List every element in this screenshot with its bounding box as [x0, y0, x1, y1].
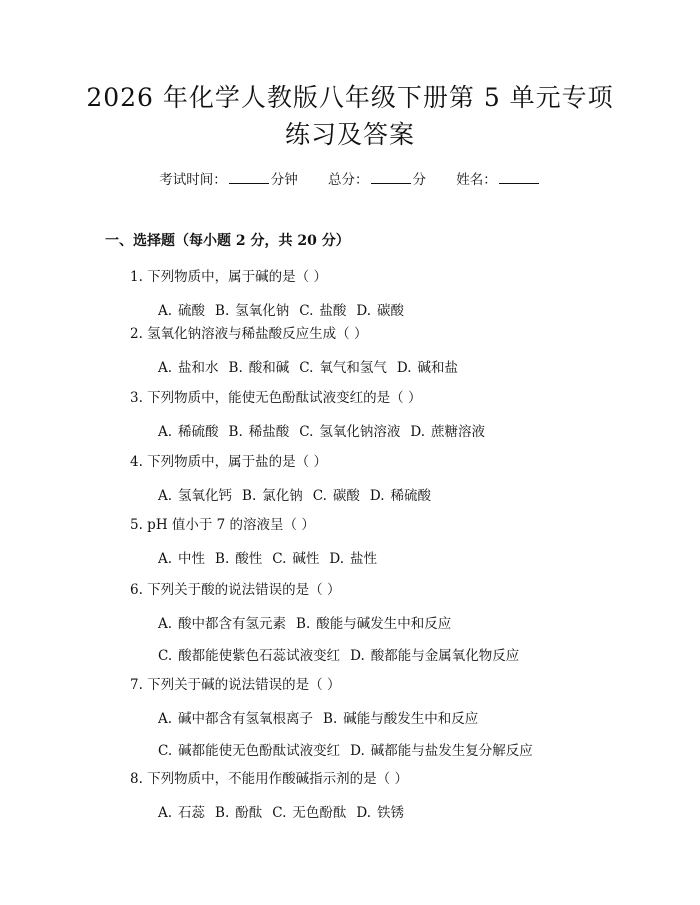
answer-option: [356, 804, 404, 822]
question-stem: 2. 氢氧化钠溶液与稀盐酸反应生成（ ）: [130, 326, 368, 342]
option-text: 稀硫酸: [390, 488, 432, 504]
student-name-blank: [499, 182, 539, 184]
question-stem: 1. 下列物质中，属于碱的是（ ）: [130, 269, 327, 285]
answer-option: [296, 615, 451, 633]
exam-time-label: 考试时间：: [159, 172, 227, 188]
option-letter: D.: [356, 805, 372, 821]
option-letter: B.: [242, 488, 257, 504]
answer-option: [397, 359, 458, 377]
student-name-field: [456, 168, 541, 188]
option-text: 氧气和氢气: [319, 360, 387, 376]
option-text: 碳酸: [377, 303, 405, 319]
question-stem: 6. 下列关于酸的说法错误的是（ ）: [130, 582, 341, 598]
answer-option: [299, 359, 387, 377]
total-score-field: [328, 168, 426, 188]
option-letter: B.: [215, 551, 230, 567]
option-letter: D.: [369, 488, 385, 504]
answer-option: [215, 302, 289, 320]
option-letter: B.: [228, 424, 243, 440]
option-letter: B.: [215, 805, 230, 821]
total-score-blank: [371, 182, 411, 184]
option-letter: A.: [158, 616, 173, 632]
answer-option: [323, 710, 478, 728]
option-letter: D.: [396, 360, 412, 376]
option-text: 碱和盐: [417, 360, 459, 376]
answer-option: [229, 423, 290, 441]
question-options-row: [158, 742, 543, 760]
option-text: 酚酞: [235, 805, 263, 821]
answer-option: [229, 359, 290, 377]
total-score-label: 总分：: [328, 172, 369, 188]
question-stem: 8. 下列物质中，不能用作酸碱指示剂的是（ ）: [130, 771, 408, 787]
option-text: 酸都能使紫色石蕊试液变红: [178, 648, 341, 664]
option-text: 酸能与碱发生中和反应: [316, 616, 452, 632]
option-letter: C.: [299, 424, 314, 440]
page-title-line-2: 练习及答案: [284, 120, 415, 149]
option-text: 氯化钠: [262, 488, 303, 504]
question-options-row: [158, 615, 461, 633]
answer-option: [158, 302, 205, 320]
exam-time-blank: [229, 182, 269, 184]
total-score-unit: 分: [412, 172, 426, 188]
option-letter: D.: [329, 551, 345, 567]
option-text: 氢氧化钠: [235, 303, 290, 319]
option-text: 盐酸: [319, 303, 347, 319]
option-text: 碱都能使无色酚酞试液变红: [178, 743, 341, 759]
option-text: 蔗糖溶液: [431, 424, 486, 440]
answer-option: [158, 804, 205, 822]
option-letter: C.: [158, 743, 173, 759]
answer-option: [158, 550, 205, 568]
option-text: 氢氧化钙: [178, 488, 233, 504]
answer-option: [158, 359, 219, 377]
answer-option: [158, 487, 232, 505]
option-letter: B.: [228, 360, 243, 376]
answer-option: [158, 710, 313, 728]
exam-time-unit: 分钟: [270, 172, 298, 188]
answer-option: [158, 615, 286, 633]
option-letter: C.: [312, 488, 327, 504]
option-text: 盐和水: [178, 360, 219, 376]
question-options-row: [158, 647, 529, 665]
exam-time-field: [159, 168, 298, 188]
option-letter: C.: [272, 551, 287, 567]
option-text: 硫酸: [178, 303, 206, 319]
option-text: 酸性: [235, 551, 263, 567]
option-text: 酸中都含有氢元素: [178, 616, 287, 632]
option-text: 碳酸: [332, 488, 360, 504]
option-text: 碱能与酸发生中和反应: [343, 711, 479, 727]
answer-option: [272, 550, 319, 568]
option-letter: D.: [356, 303, 372, 319]
option-text: 酸都能与金属氧化物反应: [370, 648, 520, 664]
option-text: 石蕊: [178, 805, 206, 821]
option-letter: B.: [296, 616, 311, 632]
answer-option: [356, 302, 404, 320]
option-letter: A.: [158, 424, 173, 440]
question-stem: 4. 下列物质中，属于盐的是（ ）: [130, 454, 327, 470]
answer-option: [158, 423, 219, 441]
question-options-row: [158, 359, 468, 377]
option-letter: C.: [158, 648, 173, 664]
answer-option: [370, 487, 431, 505]
option-text: 氢氧化钠溶液: [319, 424, 401, 440]
option-text: 稀硫酸: [178, 424, 219, 440]
option-letter: A.: [158, 711, 173, 727]
question-options-row: [158, 804, 414, 822]
question-options-row: [158, 550, 387, 568]
option-letter: A.: [158, 551, 173, 567]
option-letter: D.: [410, 424, 426, 440]
question-options-row: [158, 423, 495, 441]
answer-option: [350, 742, 533, 760]
answer-option: [410, 423, 485, 441]
option-text: 碱都能与盐发生复分解反应: [370, 743, 533, 759]
option-text: 稀盐酸: [248, 424, 290, 440]
option-letter: C.: [299, 360, 314, 376]
answer-option: [350, 647, 519, 665]
option-letter: B.: [323, 711, 338, 727]
option-letter: C.: [299, 303, 314, 319]
answer-option: [272, 804, 346, 822]
section-heading-multiple-choice: 一、选择题（每小题 2 分，共 20 分）: [105, 233, 350, 249]
option-text: 酸和碱: [248, 360, 290, 376]
question-options-row: [158, 487, 441, 505]
question-stem: 3. 下列物质中，能使无色酚酞试液变红的是（ ）: [130, 390, 422, 406]
option-letter: D.: [350, 648, 365, 664]
exam-info-line: [0, 168, 700, 188]
option-letter: A.: [158, 303, 173, 319]
answer-option: [313, 487, 360, 505]
answer-option: [158, 742, 340, 760]
option-text: 铁锈: [377, 805, 405, 821]
option-letter: B.: [215, 303, 230, 319]
answer-option: [299, 302, 346, 320]
question-options-row: [158, 710, 488, 728]
option-text: 盐性: [350, 551, 378, 567]
answer-option: [329, 550, 377, 568]
page-title-line-1: 2026 年化学人教版八年级下册第 5 单元专项: [86, 83, 614, 112]
student-name-label: 姓名：: [456, 172, 497, 188]
option-text: 无色酚酞: [292, 805, 347, 821]
option-letter: D.: [350, 743, 365, 759]
option-letter: A.: [158, 360, 173, 376]
answer-option: [158, 647, 340, 665]
answer-option: [215, 804, 262, 822]
option-letter: A.: [158, 488, 173, 504]
question-stem: 5. pH 值小于 7 的溶液呈（ ）: [130, 517, 315, 533]
question-options-row: [158, 302, 414, 320]
option-text: 碱性: [292, 551, 320, 567]
answer-option: [299, 423, 400, 441]
answer-option: [215, 550, 262, 568]
option-text: 碱中都含有氢氧根离子: [178, 711, 314, 727]
option-letter: C.: [272, 805, 287, 821]
option-text: 中性: [178, 551, 206, 567]
option-letter: A.: [158, 805, 173, 821]
question-stem: 7. 下列关于碱的说法错误的是（ ）: [130, 677, 341, 693]
answer-option: [242, 487, 303, 505]
